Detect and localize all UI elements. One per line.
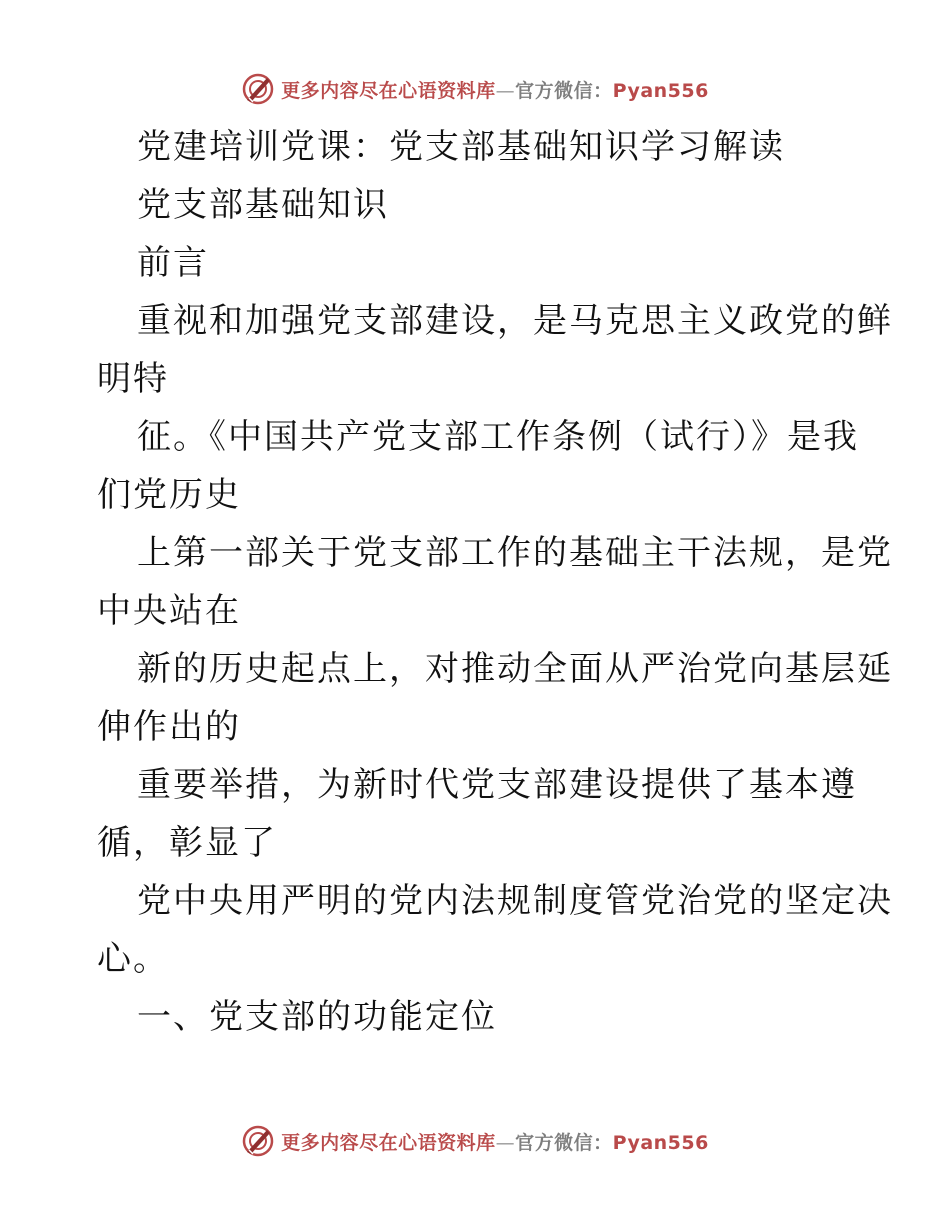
section-heading-function: 一、党支部的功能定位 <box>137 997 497 1037</box>
paragraph-line: 心。 <box>97 939 169 979</box>
document-body <box>97 118 893 1046</box>
paragraph-line: 中央站在 <box>97 591 241 631</box>
quill-logo-icon <box>241 1124 275 1158</box>
quill-logo-icon <box>241 72 275 106</box>
watermark-dash: — <box>495 1131 516 1154</box>
watermark-dash: — <box>495 79 516 102</box>
watermark-main-text: 更多内容尽在心语资料库 <box>281 79 496 102</box>
paragraph-line: 新的历史起点上，对推动全面从严治党向基层延 <box>137 649 893 689</box>
watermark-sub-text: 官方微信： <box>515 1131 613 1154</box>
paragraph-line: 明特 <box>97 359 169 399</box>
watermark-sub-text: 官方微信： <box>515 79 613 102</box>
document-title: 党建培训党课：党支部基础知识学习解读 <box>137 127 785 167</box>
paragraph-line: 们党历史 <box>97 475 241 515</box>
paragraph-line: 上第一部关于党支部工作的基础主干法规，是党 <box>137 533 893 573</box>
paragraph-line: 伸作出的 <box>97 707 241 747</box>
watermark-handle: Pyan556 <box>612 79 709 102</box>
paragraph-line: 重要举措，为新时代党支部建设提供了基本遵 <box>137 765 857 805</box>
watermark-handle: Pyan556 <box>612 1131 709 1154</box>
preface-heading: 前言 <box>137 243 209 283</box>
section-heading: 党支部基础知识 <box>137 185 389 225</box>
paragraph-line: 重视和加强党支部建设，是马克思主义政党的鲜 <box>137 301 893 341</box>
watermark-main-text: 更多内容尽在心语资料库 <box>281 1131 496 1154</box>
paragraph-line: 征。《中国共产党支部工作条例（试行）》是我 <box>137 417 859 457</box>
footer-watermark <box>0 1124 950 1158</box>
header-watermark <box>0 72 950 106</box>
paragraph-line: 循，彰显了 <box>97 823 277 863</box>
paragraph-line: 党中央用严明的党内法规制度管党治党的坚定决 <box>137 881 893 921</box>
